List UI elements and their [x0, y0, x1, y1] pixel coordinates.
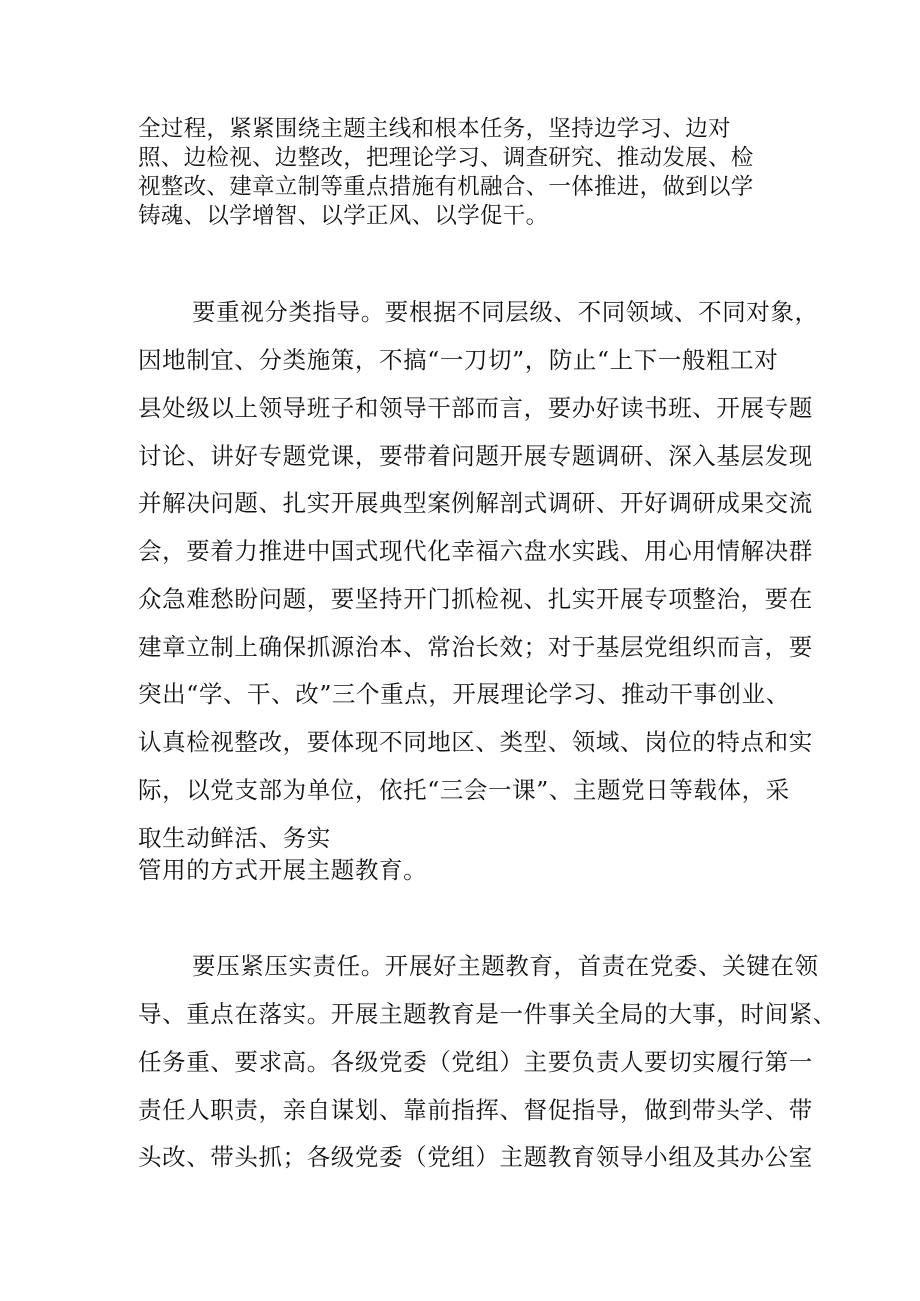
text-line: 要压紧压实责任。开展好主题教育，首责在党委、关键在领 [192, 952, 819, 980]
text-line: 因地制宜、分类施策，不搞“一刀切”，防止“上下一般粗工对 [138, 346, 779, 374]
text-line: 责任人职责，亲自谋划、靠前指挥、督促指导，做到带头学、带 [138, 1096, 813, 1124]
text-line: 突出“学、干、改”三个重点，开展理论学习、推动干事创业、 [138, 680, 790, 708]
text-line: 任务重、要求高。各级党委（党组）主要负责人要切实履行第一 [138, 1048, 813, 1076]
text-line: 认真检视整改，要体现不同地区、类型、领域、岗位的特点和实 [138, 728, 813, 756]
text-line: 管用的方式开展主题教育。 [138, 856, 428, 884]
text-line: 全过程，紧紧围绕主题主线和根本任务，坚持边学习、边对 [138, 116, 731, 142]
text-line: 际，以党支部为单位，依托“三会一课”、主题党日等载体，采 [138, 776, 790, 804]
text-line: 照、边检视、边整改，把理论学习、调查研究、推动发展、检 [138, 145, 754, 171]
text-line: 并解决问题、扎实开展典型案例解剖式调研、开好调研成果交流 [138, 489, 813, 517]
text-line: 头改、带头抓；各级党委（党组）主题教育领导小组及其办公室 [138, 1143, 813, 1171]
text-line: 建章立制上确保抓源治本、常治长效；对于基层党组织而言，要 [138, 633, 813, 661]
text-line: 要重视分类指导。要根据不同层级、不同领域、不同对象， [192, 298, 819, 326]
text-line: 众急难愁盼问题，要坚持开门抓检视、扎实开展专项整治，要在 [138, 585, 813, 613]
text-line: 讨论、讲好专题党课，要带着问题开展专题调研、深入基层发现 [138, 442, 813, 470]
text-line: 会，要着力推进中国式现代化幸福六盘水实践、用心用情解决群 [138, 537, 813, 565]
text-line: 导、重点在落实。开展主题教育是一件事关全局的大事，时间紧、 [138, 1000, 837, 1028]
text-line: 铸魂、以学增智、以学正风、以学促干。 [138, 203, 549, 229]
text-line: 视整改、建章立制等重点措施有机融合、一体推进，做到以学 [138, 174, 754, 200]
text-line: 县处级以上领导班子和领导干部而言，要办好读书班、开展专题 [138, 394, 813, 422]
text-line: 取生动鲜活、务实 [138, 824, 331, 852]
